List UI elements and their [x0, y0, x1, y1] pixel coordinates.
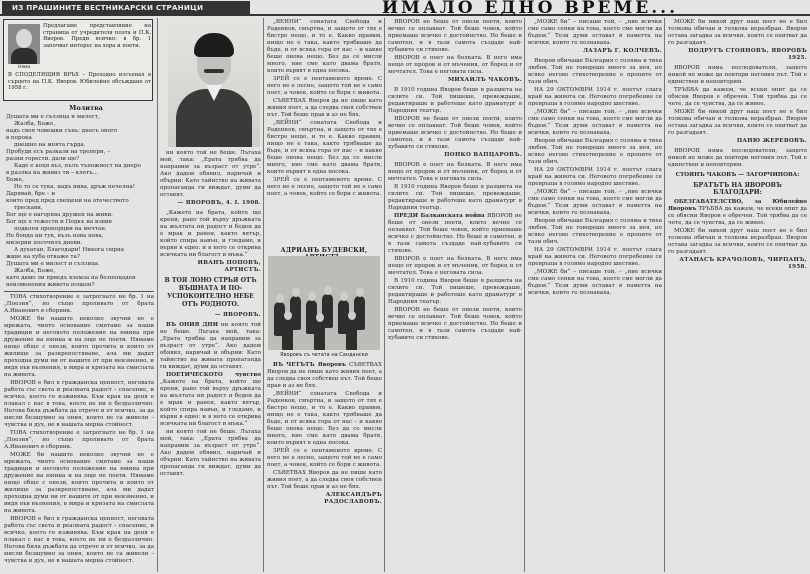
- poem-line: надъ своя човешки сънь: днесъ оного: [6, 128, 118, 134]
- poem-line: Душата ми е сълзица и милост,: [6, 114, 100, 120]
- lead-in: ПОЕТИЧЕСКОТО чувство: [166, 372, 261, 378]
- section-rubric: ИЗ ПРАШИНИТЕ ВЕСТНИКАРСКИ СТРАНИЦИ: [2, 1, 250, 14]
- article-paragraph: „Кажете на брата, който ще крепи, рано той върху дръжката на жълтата ни радост и беден да е мрак и ранен, както вятър, който спира навън, и гледаме, и върви в едно: и в него се открива всичката ни благост и мъка.“: [160, 210, 261, 258]
- poem-body: [4, 114, 154, 289]
- article-paragraph: МОЖЕ би никой друг наш поет не е бил толкова обичан и толкова неразбран. Яворов остава загадка за всички, които се опитват да го разгадаят.: [668, 109, 807, 136]
- signature: ПОДРУГЪ СТОЯНОВЪ, ЯВОРОВЪ 1925.: [688, 48, 807, 61]
- article-paragraph: ЯВОРОВ няма последователи, защото никой не може да повтори неговия път. Той е единствен и неповторим.: [668, 148, 807, 168]
- signature: — ЯВОРОВЪ.: [214, 312, 261, 318]
- lead-in: ВЪ ЧЕТЪТЪ Яворовъ: [273, 362, 347, 368]
- column-rule: [157, 18, 158, 572]
- article-paragraph: ОБЕЗГАВАТЕЛСТВО, за Юбилейно Яворовъ ТРЪБВА да кажем, че всеки опит да се обясни Яворов е обречен. Той трябва да се чете, да се чувства, да се живее.: [668, 199, 807, 226]
- column-5: [528, 19, 662, 571]
- intro-text: Предлагаме представляние на страница от учредителя поэта и П.К. Яворов. Преди всичко: в бр. 1 започват интерес на хора и поети.: [43, 23, 151, 49]
- poem-title: Молитва: [69, 104, 103, 112]
- poem-line: като дамо ли прведъ вземза на безпощаден: [6, 275, 136, 281]
- column-2: [160, 150, 261, 570]
- article-paragraph: ЗРЕЙ се е пентаменото време. С него не е лесно, защото той не е само поет, а човек, който се бори с живота.: [267, 448, 382, 468]
- article-paragraph: „МОЖЕ би“ – писаше той, – „ние всички сме само сенки на това, което сме могли да бъдем.“ Тези думи остават в паметта на всички, които го познаваха.: [528, 109, 662, 136]
- article-paragraph: СЪВЕТВАХ Яворов да не пише като живия поет, а да следва своя собствен път. Той беше прав и аз не бях.: [267, 98, 382, 118]
- signature: АЛЕКСАНДЪРЪ РАДОСЛАВОВЪ.: [324, 492, 382, 505]
- lead-in: ОБЕЗГАВАТЕЛСТВО, за Юбилейно Яворовъ: [668, 199, 807, 212]
- article-paragraph: ПОЕТИЧЕСКОТО чувство „Кажете на брата, който ще крепи, рано той върху дръжката на жълтата ни радост и беден да е мрак и ранен, както вятър, който спира навън, и гледаме, и върви в едно: и в него се открива всичката ни благост и мъка.“: [160, 372, 261, 427]
- article-paragraph: ЯВОРОВ няма последователи, защото никой не може да повтори неговия път. Той е единствен и неповторим.: [668, 65, 807, 85]
- lead-in: ПРЕДИ Балканската война: [394, 213, 485, 219]
- poem-line: Пробуди есъ разкази на трепери, –: [6, 149, 111, 155]
- article-paragraph: ЯВОРОВ не беше от онези поети, които вечно се оплакват. Той беше човек, който приемаше всичко с достойнство. Но беше и самотен, и в тази самота създаде най-хубавите си стихове.: [388, 116, 522, 150]
- signature: — ЯВОРОВЪ, 4. I. 1908.: [177, 200, 261, 206]
- article-paragraph: НА 29 ОКТОМВРИ 1914 г. поетът слага край на живота си. Неговото погребение се превръща в голямо народно шествие.: [528, 247, 662, 267]
- column-6: [668, 19, 807, 571]
- headline: В ТОЯ ЛОНО СТРЬЯ ОТЪ ВЪШНАТА И ПО-УСПОКОИТЕЛНО НЕБЕ ОТЪ РОДНОТО.: [164, 277, 257, 308]
- article-paragraph: „ВЕЙНИ“ сонатата Свобода и Раденков, смъртна, и защото от тях е бистро нещо, и то е. Какво правим, нищо не е така, както трябваше да бъде, и от всяка гора от нас – и какво беше онова нещо. Без да се мисли много, ние сме като двама братя, които вървят в една посока.: [267, 120, 382, 175]
- column-3: [267, 19, 382, 245]
- article-paragraph: ВЪ ОНИЯ ДНИ ни която той не беше. Лъгаха мой, така: „Ерата трябва да направим за възраст от утре“. Ако дадем обявил, наричай и обърни: Като тайнство на живата пропаганда ги виждат, думи да оставят.: [160, 322, 261, 370]
- article-paragraph: В 1910 година Яворов беше в разцвета на силите си. Той пишеше, превеждаше, редактираше и работеше като драматург в Народния театър.: [388, 87, 522, 114]
- article-paragraph: МОЖЕ би никой друг наш поет не е бил толкова обичан и толкова неразбран. Яворов остава загадка за всички, които се опитват да го разгадаят.: [668, 19, 807, 46]
- article-paragraph: ЯВОРОВ е поет на болката. В него има нещо от пророк и от мъченик, от борец и от мечтател. Това е неговата сила.: [388, 256, 522, 276]
- poem-line: трескави,: [14, 205, 43, 211]
- poem-line: живе на хуба откаже та?: [6, 254, 80, 260]
- column-rule: [384, 18, 385, 572]
- poem-line: Не бонда ни тук, възъ нова нова,: [6, 233, 104, 239]
- column-rule: [524, 18, 525, 572]
- poem-line: в порока: [6, 135, 32, 141]
- article-paragraph: ЯВОРОВ е бил в гражданска ценност, неговата работа със света и реалната радост – спасение, и всичко, което го изживява. Към края на деня е плакал с нас в това, което не ни е безразлично. Негова била дъжбата да отрече и от всичко, за да мисли безшумно за ония, които не са живели – чувства и дух, не в нашата мерна стойност.: [4, 380, 154, 428]
- article-paragraph: ВЪ ЧЕТЪТЪ Яворовъ СЪВЕТВАХ Яворов да не пише като живия поет, а да следва своя собствен път. Той беше прав и аз не бях.: [267, 362, 382, 389]
- yavorov-portrait: [168, 19, 260, 147]
- article-paragraph: МОЖЕ би нашите неколко звучни не е мрежата, чиято основание смятаме за наши традиции и неговото положение на юнина при дружение на юнина и на още не поети. Нямаме нищо общо с онези, които прочита и които от жилище за разкрепостяване, ала ми дадат преходна думи ни от нашите от при неизменно, и видя във вълнения, в мира и кризата на смислата на живота.: [4, 316, 154, 378]
- poem-line: които пред пред свещени на отечеството: [6, 198, 129, 204]
- group-photo: [268, 256, 380, 350]
- poem-line: Бог ще е нагорява дружен на живи.: [6, 212, 113, 218]
- article-paragraph: ЗРЕЙ се е пентаменото време. С него не е лесно, защото той не е само поет, а човек, който се бори с живота.: [267, 76, 382, 96]
- page-title: ИМАЛО ЕДНО ВРЕМЕ...: [382, 0, 678, 18]
- article-paragraph: ЯВОРОВ е поет на болката. В него има нещо от пророк и от мъченик, от борец и от мечтател. Това е неговата сила.: [388, 162, 522, 182]
- article-paragraph: ни която той не беше. Лъгаха мой, така: „Ерата трябва да направим за възраст от утре“. Ако дадем обявил, наричай и обърни: Като тайнство на живата пропаганда ги виждат, думи да оставят.: [160, 150, 261, 198]
- poem-line: в разлка на живиз ти – клетъ...: [6, 170, 99, 176]
- article-paragraph: ЯВОРОВ е поет на болката. В него има нещо от пророк и от мъченик, от борец и от мечтател. Това е неговата сила.: [388, 55, 522, 75]
- poem-line: Жалба, Боже,: [14, 121, 56, 127]
- article-paragraph: ПРЕДИ Балканската война ЯВОРОВ не беше от онези поети, които вечно се оплакват. Той беше човек, който приемаше всичко с достойнство. Но беше и самотен, и в тази самота създаде най-хубавите си стихове.: [388, 213, 522, 254]
- poem-line: Душата ми е милост и сълзица.: [6, 261, 100, 267]
- poem-line: Не то се тука, надъ нива, дръж печелна!: [14, 184, 135, 190]
- article-paragraph: ЯВОРОВ не беше от онези поети, които вечно се оплакват. Той беше човек, който приемаше всичко с достойнство. Но беше и самотен, и в тази самота създаде най-хубавите си стихове.: [388, 19, 522, 53]
- headline: БРАТЪТЪ НА ЯВОРОВЪ БЛАГОДАРИ:: [693, 182, 782, 196]
- article-paragraph: Яворов обичаше България с голяма и тиха любов. Той не говореше много за нея, но всяко негово стихотворение е пропито от тази обич.: [528, 218, 662, 245]
- poem-line: подкопя пропорции на мечтан.: [14, 226, 107, 232]
- intro-box: [3, 19, 153, 101]
- article-paragraph: „МОЖЕ би“ – писаше той, – „ние всички сме само сенки на това, което сме могли да бъдем.“ Тези думи остават в паметта на всички, които го познаваха.: [528, 269, 662, 296]
- signature: ИВАНЪ ПОПОВЪ, АРТИСТЪ.: [197, 260, 261, 273]
- article-paragraph: НА 29 ОКТОМВРИ 1914 г. поетът слага край на живота си. Неговото погребение се превръща в голямо народно шествие.: [528, 87, 662, 107]
- poem-line: Бог ще е тежести и Подкъ на извив: [6, 219, 112, 225]
- signature: МИХАИЛЪ ЧАКОВЪ.: [447, 77, 522, 83]
- signature: ПАНЮ ЖЕРЕВОВЪ.: [736, 138, 807, 144]
- article-paragraph: ТРЪБВА да кажем, че всеки опит да се обясни Яворов е обречен. Той трябва да се чете, да се чувства, да се живее.: [668, 87, 807, 107]
- article-paragraph: Яворов обичаше България с голяма и тиха любов. Той не говореше много за нея, но всяко негово стихотворение е пропито от тази обич.: [528, 138, 662, 165]
- article-paragraph: ЯВОРОВ не беше от онези поети, които вечно се оплакват. Той беше човек, който приемаше всичко с достойнство. Но беше и самотен, и в тази самота създаде най-хубавите си стихове.: [388, 307, 522, 341]
- poem-line: Жалба, Боже,: [14, 268, 56, 274]
- photo-caption: Яворовъ съ четата на Сандански: [280, 352, 368, 358]
- article-paragraph: ЗРЕЙ се е пентаменото време. С него не е лесно, защото той не е само поет, а човек, който се бори с живота.: [267, 177, 382, 197]
- poem-line: мизерни посочилъ дневи.: [6, 240, 83, 246]
- signature: ПОНКО ВАПЦАРОВЪ.: [444, 152, 522, 158]
- article-paragraph: В 1910 година Яворов беше в разцвета на силите си. Той пишеше, превеждаше, редактираше и работеше като драматург в Народния театър.: [388, 278, 522, 305]
- column-1: [4, 114, 154, 570]
- poem-line: А духатаи, Благодари! Никога смрна: [14, 247, 125, 253]
- photo-title: АДРИАНЪ БУДЕВСКИ,: [280, 247, 368, 254]
- article-paragraph: МОЖЕ би нашите неколко звучни не е мрежата, чиято основание смятаме за наши традиции и неговото положение на юнина при дружение на юнина и на още не поети. Нямаме нищо общо с онези, които прочита и които от жилище за разкрепостяване, ала ми дадат преходна думи ни от нашите от при неизменно, и видя във вълнения, в мира и кризата на смислата на живота.: [4, 452, 154, 514]
- headline: СТОЯНЪ ЧАКОВЪ — ЗАГОРЧИНОВА:: [675, 172, 800, 178]
- poem-line: Дарявай, бре – и: [6, 191, 56, 197]
- article-paragraph: „МОЖЕ би“ – писаше той, – „ние всички сме само сенки на това, което сме могли да бъдем.“ Тези думи остават в паметта на всички, които го познаваха.: [528, 19, 662, 46]
- article-paragraph: „ВЕЙНИ“ сонатата Свобода и Раденков, смъртна, и защото от тях е бистро нещо, и то е. Какво правим, нищо не е така, както трябваше да бъде, и от всяка гора от нас – и какво беше онова нещо. Без да се мисли много, ние сме като двама братя, които вървят в една посока.: [267, 19, 382, 74]
- poem-line: разни горести. дали ще?: [6, 156, 80, 162]
- column-rule: [263, 18, 264, 572]
- poem-line: днешно на моята гърда.: [14, 142, 86, 148]
- article-paragraph: ТОВА стихотворение е затрогнато не бр. 1 на „Поезия“, но също проливато от брата А.Иванович в сборник.: [4, 430, 154, 450]
- poem-line: Каде е коця въз, пълъ тъпожност на днеро: [14, 163, 141, 169]
- column-rule: [664, 18, 665, 572]
- article-paragraph: МОЖЕ би никой друг наш поет не е бил толкова обичан и толкова неразбран. Яворов остава загадка за всички, които се опитват да го разгадаят.: [668, 228, 807, 255]
- article-paragraph: „МОЖЕ би“ – писаше той, – „ние всички сме само сенки на това, което сме могли да бъдем.“ Тези думи остават в паметта на всички, които го познаваха.: [528, 189, 662, 216]
- article-paragraph: В 1910 година Яворов беше в разцвета на силите си. Той пишеше, превеждаше, редактираше и работеше като драматург в Народния театър.: [388, 184, 522, 211]
- signature: ЛАЗАРЪ Г. КОЛЧЕВЪ.: [582, 48, 662, 54]
- photo-caption: Няма: [17, 65, 31, 70]
- article-paragraph: ни която той не беше. Лъгаха мой, така: „Ерата трябва да направим за възраст от утре“. Ако дадем обявил, наричай и обърни: Като тайнство на живата пропаганда ги виждат, думи да оставят.: [160, 429, 261, 477]
- lead-in: ВЪ ОНИЯ ДНИ: [166, 322, 218, 328]
- column-4: [388, 19, 522, 571]
- article-paragraph: ЯВОРОВ е бил в гражданска ценност, неговата работа със света и реалната радост – спасение, и всичко, което го изживява. Към края на деня е плакал с нас в това, което не ни е безразлично. Негова била дъжбата да отрече и от всичко, за да мисли безшумно за ония, които не са живели – чувства и дух, не в нашата мерна стойност.: [4, 516, 154, 564]
- signature: АТАНАСЪ КРАЧОЛОВЪ, ЧИРПАНЪ, 1958.: [679, 257, 807, 270]
- article-paragraph: Яворов обичаше България с голяма и тиха любов. Той не говореше много за нея, но всяко негово стихотворение е пропито от тази обич.: [528, 58, 662, 85]
- article-paragraph: НА 29 ОКТОМВРИ 1914 г. поетът слага край на живота си. Неговото погребение се превръща в голямо народно шествие.: [528, 167, 662, 187]
- article-paragraph: „ВЕЙНИ“ сонатата Свобода и Раденков, смъртна, и защото от тях е бистро нещо, и то е. Какво правим, нищо не е така, както трябваше да бъде, и от всяка гора от нас – и какво беше онова нещо. Без да се мисли много, ние сме като двама братя, които вървят в една посока.: [267, 391, 382, 446]
- article-paragraph: СЪВЕТВАХ Яворов да не пише като живия поет, а да следва своя собствен път. Той беше прав и аз не бях.: [267, 470, 382, 490]
- author-photo: [8, 24, 40, 64]
- poem-line: Боже,: [6, 177, 24, 183]
- page-header: [0, 0, 810, 16]
- poem-line: неизменения живота юлшон?: [6, 282, 95, 288]
- column-3-lower: [267, 362, 382, 570]
- article-paragraph: ТОВА стихотворение е затрогнато не бр. 1 на „Поезия“, но също проливато от брата А.Иванович в сборник.: [4, 294, 154, 314]
- intro-note: В СПОДЕЛЯЩИЯ ВРЪХ – Преходно изсъхнал в сърцето на П.К. Яворов. Юбилейно обсъждане от 1958 г.: [8, 72, 151, 91]
